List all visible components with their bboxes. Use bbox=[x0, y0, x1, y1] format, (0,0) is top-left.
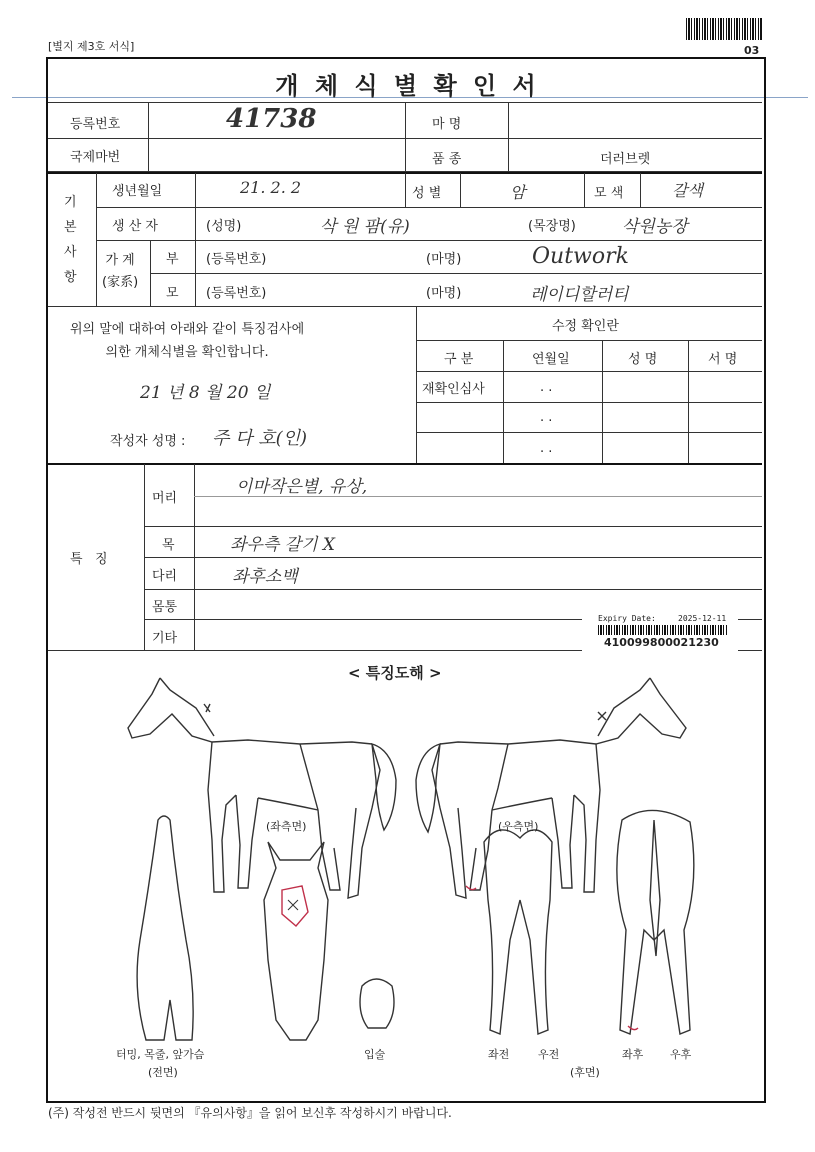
revision-header-date: 연월일 bbox=[532, 352, 570, 367]
revision-title: 수정 확인란 bbox=[552, 319, 619, 334]
lips-view bbox=[360, 979, 394, 1028]
right-side-label: (우측면) bbox=[498, 820, 539, 833]
front-label: (전면) bbox=[148, 1066, 178, 1079]
feature-value-neck: 좌우측 갈기 X bbox=[230, 535, 336, 555]
form-label: [별지 제3호 서식] bbox=[48, 40, 135, 53]
revision-row-date: . . bbox=[540, 380, 553, 395]
basic-section-label: 기 본 사 항 bbox=[64, 195, 77, 285]
farm-value: 삭원농장 bbox=[622, 217, 688, 237]
feature-label-legs: 다리 bbox=[152, 569, 178, 584]
dob-label: 생년월일 bbox=[112, 184, 163, 199]
hind-left-label: 좌후 bbox=[622, 1048, 644, 1061]
producer-name-label: (성명) bbox=[206, 219, 242, 234]
revision-header-type: 구 분 bbox=[444, 352, 474, 367]
sticker-barcode-number: 410099800021230 bbox=[604, 636, 719, 649]
feature-label-head: 머리 bbox=[152, 491, 178, 506]
revision-header-name: 성 명 bbox=[628, 352, 658, 367]
front-legs-view bbox=[484, 830, 552, 1034]
dam-label: 모 bbox=[166, 286, 179, 301]
hind-legs-view bbox=[617, 810, 694, 1034]
front-right-label: 우전 bbox=[538, 1048, 560, 1061]
hind-right-label: 우후 bbox=[670, 1048, 692, 1061]
dam-reg-label: (등록번호) bbox=[206, 286, 267, 301]
confirmation-date: 21 년 8 월 20 일 bbox=[140, 383, 271, 403]
producer-value: 삭 원 팜(유) bbox=[320, 217, 410, 237]
lips-label: 입술 bbox=[364, 1048, 386, 1061]
lineage-label: 가 계 (家系) bbox=[102, 253, 139, 290]
expiry-value: 2025-12-11 bbox=[678, 614, 727, 623]
feature-label-body: 몸통 bbox=[152, 600, 178, 615]
writer-value: 주 다 호(인) bbox=[212, 428, 308, 449]
left-side-label: (좌측면) bbox=[266, 820, 307, 833]
sex-value: 암 bbox=[510, 183, 526, 202]
sire-name-label: (마명) bbox=[426, 252, 462, 267]
feature-value-head: 이마작은별, 유상, bbox=[236, 477, 368, 497]
sire-label: 부 bbox=[166, 252, 179, 267]
revision-row-type: 재확인심사 bbox=[422, 382, 485, 397]
sire-reg-label: (등록번호) bbox=[206, 252, 267, 267]
head-front-view bbox=[264, 842, 328, 1040]
dam-value: 레이디할러티 bbox=[530, 285, 629, 305]
sire-value: Outwork bbox=[532, 244, 629, 269]
writer-label: 작성자 성명 : bbox=[110, 434, 186, 449]
diagram-title: < 특징도해 > bbox=[348, 664, 442, 682]
intl-no-label: 국제마번 bbox=[70, 150, 121, 165]
features-section-label: 특 징 bbox=[70, 552, 108, 567]
dob-value: 21. 2. 2 bbox=[240, 178, 302, 197]
color-label: 모 색 bbox=[594, 186, 624, 201]
front-caption: 터밍, 목줄, 앞가슴 bbox=[116, 1048, 205, 1061]
left-side-horse bbox=[128, 678, 396, 898]
confirmation-statement: 위의 말에 대하여 아래와 같이 특징검사에 의한 개체식별을 확인합니다. bbox=[70, 322, 305, 360]
revision-row-date: . . bbox=[540, 441, 553, 456]
breed-label: 품 종 bbox=[432, 152, 462, 167]
revision-row-date: . . bbox=[540, 410, 553, 425]
feature-label-other: 기타 bbox=[152, 631, 178, 646]
dam-name-label: (마명) bbox=[426, 286, 462, 301]
front-left-label: 좌전 bbox=[488, 1048, 510, 1061]
front-neck-view bbox=[137, 816, 193, 1040]
feature-label-neck: 목 bbox=[162, 538, 175, 553]
expiry-label: Expiry Date: bbox=[598, 614, 656, 623]
reg-no-value: 41738 bbox=[226, 104, 317, 134]
farm-label: (목장명) bbox=[528, 219, 576, 234]
page-title: 개 체 식 별 확 인 서 bbox=[275, 72, 540, 100]
reg-no-label: 등록번호 bbox=[70, 117, 121, 132]
sex-label: 성 별 bbox=[412, 186, 442, 201]
color-value: 갈색 bbox=[672, 181, 703, 200]
feature-value-legs: 좌후소백 bbox=[232, 567, 298, 587]
breed-value: 더러브렛 bbox=[600, 152, 651, 167]
horse-name-label: 마 명 bbox=[432, 117, 462, 132]
footnote: (주) 작성전 반드시 뒷면의 『유의사항』을 읽어 보신후 작성하시기 바랍니다. bbox=[48, 1106, 452, 1120]
producer-label: 생 산 자 bbox=[112, 219, 158, 234]
rear-label: (후면) bbox=[570, 1066, 600, 1079]
revision-header-sign: 서 명 bbox=[708, 352, 738, 367]
page-number: 03 bbox=[744, 44, 760, 57]
